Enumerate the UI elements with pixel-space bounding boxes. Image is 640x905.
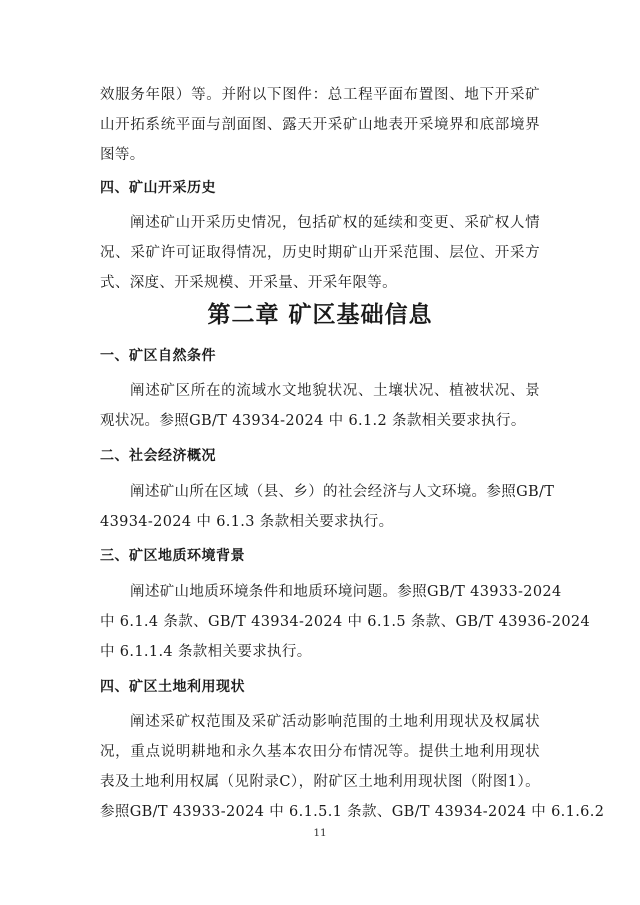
chapter-title: 第二章 矿区基础信息 <box>207 302 433 328</box>
section-heading-geology: 三、矿区地质环境背景 <box>100 548 245 564</box>
paragraph-line: 观状况。参照GB/T 43934-2024 中 6.1.2 条款相关要求执行。 <box>100 413 526 429</box>
page-number: 11 <box>313 827 327 839</box>
paragraph-line: 中 6.1.4 条款、GB/T 43934-2024 中 6.1.5 条款、GB/T 43936-2024 <box>100 614 591 630</box>
paragraph-line: 阐述矿山地质环境条件和地质环境问题。参照GB/T 43933-2024 <box>130 584 562 600</box>
paragraph-line: 况、采矿许可证取得情况，历史时期矿山开采范围、层位、开采方 <box>100 245 540 261</box>
section-heading-land-use: 四、矿区土地利用现状 <box>100 679 245 695</box>
paragraph-line: 阐述矿山所在区域（县、乡）的社会经济与人文环境。参照GB/T <box>130 484 555 500</box>
paragraph-line: 表及土地利用权属（见附录C），附矿区土地利用现状图（附图1）。 <box>100 774 540 790</box>
section-heading-socioeconomic: 二、社会经济概况 <box>100 448 216 464</box>
paragraph-line: 参照GB/T 43933-2024 中 6.1.5.1 条款、GB/T 43934-2024 中 6.1.6.2 <box>100 804 605 820</box>
paragraph-line: 况，重点说明耕地和永久基本农田分布情况等。提供土地利用现状 <box>100 744 540 760</box>
paragraph-line: 中 6.1.1.4 条款相关要求执行。 <box>100 644 312 660</box>
paragraph-line: 阐述采矿权范围及采矿活动影响范围的土地利用现状及权属状 <box>130 714 540 730</box>
paragraph-line: 式、深度、开采规模、开采量、开采年限等。 <box>100 275 397 291</box>
section-heading-mining-history: 四、矿山开采历史 <box>100 180 216 196</box>
paragraph-line: 效服务年限）等。并附以下图件：总工程平面布置图、地下开采矿 <box>100 87 540 103</box>
paragraph-line: 图等。 <box>100 147 145 163</box>
paragraph-line: 山开拓系统平面与剖面图、露天开采矿山地表开采境界和底部境界 <box>100 117 540 133</box>
section-heading-natural-conditions: 一、矿区自然条件 <box>100 348 216 364</box>
paragraph-line: 阐述矿山开采历史情况，包括矿权的延续和变更、采矿权人情 <box>130 215 540 231</box>
paragraph-line: 43934-2024 中 6.1.3 条款相关要求执行。 <box>100 514 394 530</box>
paragraph-line: 阐述矿区所在的流域水文地貌状况、土壤状况、植被状况、景 <box>130 383 540 399</box>
